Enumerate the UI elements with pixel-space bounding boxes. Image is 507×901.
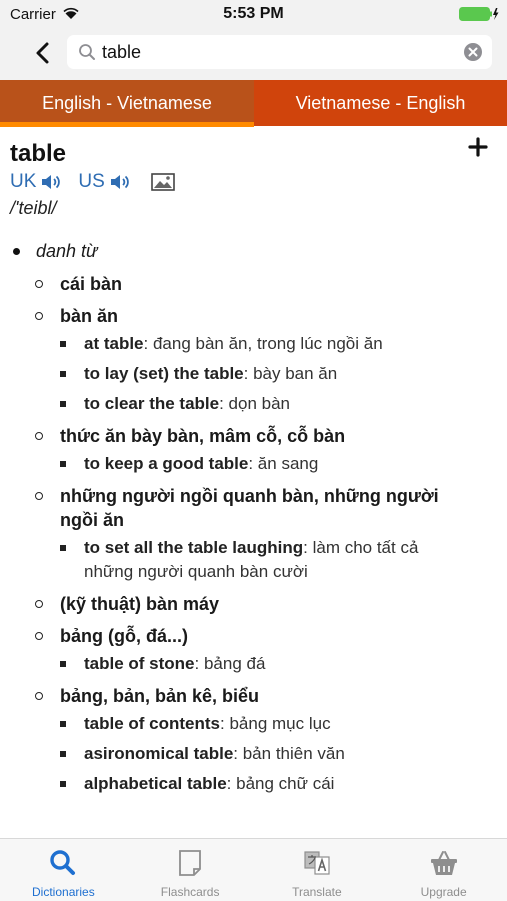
search-icon: [48, 849, 78, 877]
example-item: [0, 742, 507, 766]
example-item: [0, 392, 507, 416]
search-input[interactable]: [102, 39, 442, 65]
example-phrase: to keep a good table: [84, 454, 249, 473]
example-list: [0, 652, 507, 676]
example-meaning: : đang bàn ăn, trong lúc ngồi ăn: [143, 334, 383, 353]
sense-title: bảng (gỗ, đá...): [60, 626, 188, 646]
add-icon[interactable]: [467, 136, 489, 158]
bottom-tab-bar: [0, 838, 507, 901]
sense-item: [0, 484, 507, 532]
part-of-speech: danh từ: [0, 238, 507, 264]
sense-title: những người ngồi quanh bàn, những người ngồi ăn: [60, 486, 439, 530]
example-meaning: : ăn sang: [248, 454, 319, 473]
tabbar-label: Flashcards: [160, 885, 220, 899]
pronunciation-us-label[interactable]: US: [78, 171, 105, 192]
headword: table: [10, 140, 67, 167]
example-phrase: to set all the table laughing: [84, 538, 304, 557]
definition-list: [0, 238, 507, 802]
sense-item: [0, 684, 507, 708]
example-meaning: : bảng đá: [194, 654, 266, 673]
entry-content[interactable]: [0, 128, 507, 838]
sense-item: [0, 424, 507, 448]
tabbar-dictionaries[interactable]: [0, 839, 127, 901]
example-phrase: table of stone: [84, 654, 195, 673]
example-list: [0, 452, 507, 476]
example-meaning: : bản thiên văn: [233, 744, 345, 763]
sense-item: [0, 624, 507, 648]
tabbar-upgrade[interactable]: [380, 839, 507, 901]
example-phrase: to clear the table: [84, 394, 220, 413]
example-list: [0, 332, 507, 416]
sense-list: [0, 272, 507, 796]
carrier-label: Carrier: [10, 6, 56, 23]
example-phrase: at table: [84, 334, 144, 353]
example-phrase: asironomical table: [84, 744, 234, 763]
phonetic-transcription: /'teibl/: [10, 198, 57, 218]
sense-item: [0, 304, 507, 328]
example-meaning: : làm cho tất cả những người quanh bàn cười: [84, 538, 419, 581]
tabbar-label: Dictionaries: [32, 885, 95, 899]
example-list: [0, 712, 507, 796]
example-item: [0, 652, 507, 676]
pronunciation-row: [10, 170, 175, 194]
tab-vietnamese-english[interactable]: Vietnamese - English: [254, 80, 507, 126]
translate-icon: [302, 849, 332, 877]
tab-english-vietnamese[interactable]: English - Vietnamese: [0, 80, 254, 126]
sense-title: cái bàn: [60, 274, 123, 294]
example-meaning: : bảng chữ cái: [226, 774, 335, 793]
sense-title: bàn ăn: [60, 306, 119, 326]
example-phrase: table of contents: [84, 714, 221, 733]
sense-item: [0, 272, 507, 296]
basket-icon: [429, 849, 459, 877]
sense-title: thức ăn bày bàn, mâm cỗ, cỗ bàn: [60, 426, 346, 446]
example-item: [0, 452, 507, 476]
sense-title: bảng, bản, bản kê, biểu: [60, 686, 260, 706]
example-meaning: : bày ban ăn: [243, 364, 338, 383]
example-item: [0, 332, 507, 356]
tabbar-translate[interactable]: [254, 839, 381, 901]
search-bar: [0, 30, 507, 80]
example-phrase: to lay (set) the table: [84, 364, 244, 383]
sense-item: [0, 592, 507, 616]
flashcard-icon: [175, 849, 205, 877]
tabbar-label: Upgrade: [420, 885, 467, 899]
example-meaning: : dọn bàn: [219, 394, 291, 413]
example-list: [0, 536, 507, 584]
clock: 5:53 PM: [223, 5, 284, 22]
back-icon[interactable]: [30, 40, 56, 66]
battery-icon: [459, 7, 499, 21]
image-icon[interactable]: [151, 172, 175, 192]
dictionary-tabs: [0, 80, 507, 126]
search-box[interactable]: [67, 35, 492, 69]
tabbar-flashcards[interactable]: [127, 839, 254, 901]
example-item: [0, 362, 507, 386]
example-item: [0, 712, 507, 736]
pronunciation-uk-label[interactable]: UK: [10, 171, 37, 192]
example-phrase: alphabetical table: [84, 774, 227, 793]
clear-search-icon[interactable]: [464, 43, 482, 61]
tabbar-label: Translate: [292, 885, 342, 899]
example-item: [0, 536, 507, 584]
speaker-us-icon[interactable]: [109, 173, 131, 191]
sense-title: (kỹ thuật) bàn máy: [60, 594, 220, 614]
search-icon: [78, 43, 96, 61]
example-meaning: : bảng mục lục: [220, 714, 331, 733]
example-item: [0, 772, 507, 796]
status-bar: [0, 0, 507, 30]
selected-tab-indicator: [0, 122, 254, 127]
speaker-uk-icon[interactable]: [40, 173, 62, 191]
